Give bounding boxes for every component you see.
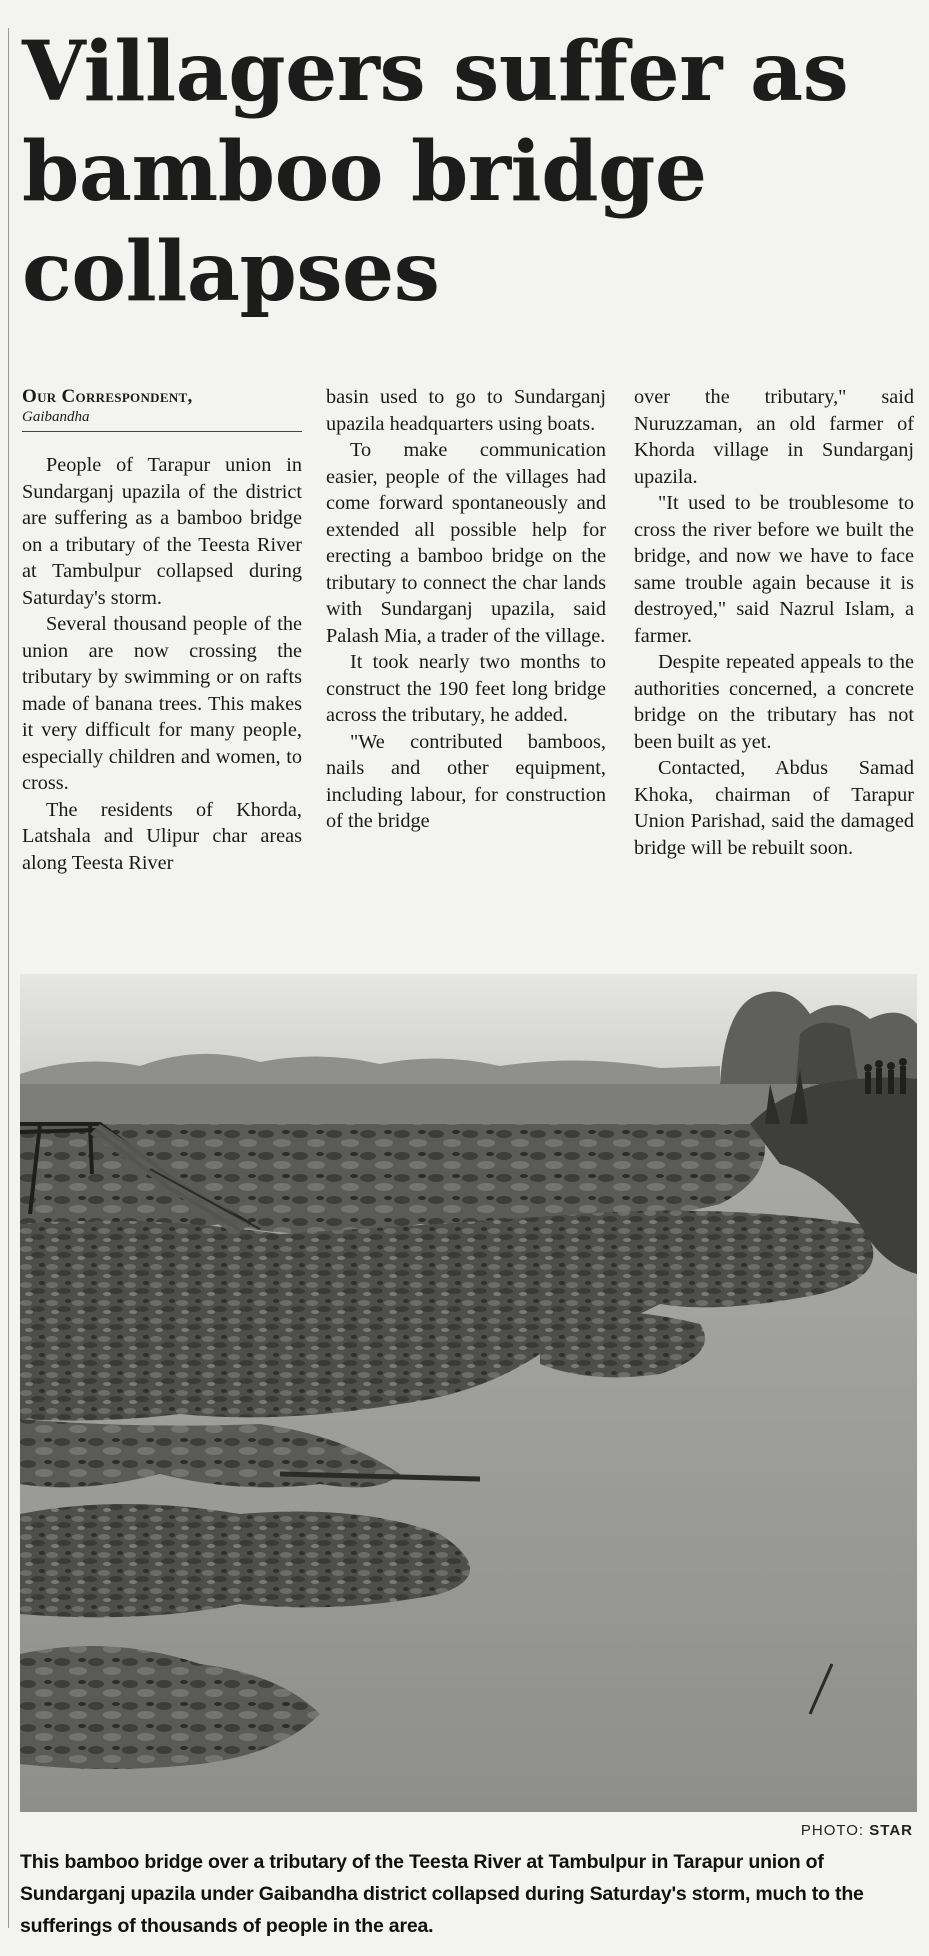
headline: Villagers suffer as bamboo bridge collapses [22, 24, 849, 320]
photo-caption: This bamboo bridge over a tributary of the Teesta River at Tambulpur in Tarapur union of Sundarganj upazila under Gaibandha district collapsed during Saturday's storm, much to the sufferings of thousands of people in the area. [20, 1851, 864, 1937]
article-paragraph: It took nearly two months to construct the 190 feet long bridge across the tributary, he added. [326, 651, 606, 726]
byline [22, 386, 302, 432]
photo-credit [801, 1822, 913, 1839]
article-column-3 [634, 384, 914, 861]
article-column-1 [22, 452, 302, 876]
news-photo [20, 974, 917, 1812]
article-paragraph: over the tributary," said Nuruzzaman, an old farmer of Khorda village in Sundarganj upazila. [634, 386, 914, 488]
article-paragraph: The residents of Khorda, Latshala and Ulipur char areas along Teesta River [22, 798, 302, 874]
byline-divider [22, 431, 302, 432]
article-paragraph: Despite repeated appeals to the authorities concerned, a concrete bridge on the tributary has not been built as yet. [634, 651, 914, 753]
river-photo-illustration [20, 974, 917, 1812]
column-rule [8, 28, 9, 1928]
article-paragraph: basin used to go to Sundarganj upazila headquarters using boats. [326, 386, 606, 435]
article-paragraph: Contacted, Abdus Samad Khoka, chairman of Tarapur Union Parishad, said the damaged bridge will be rebuilt soon. [634, 757, 914, 859]
article-paragraph: "It used to be troublesome to cross the river before we built the bridge, and now we have to face same trouble again because it is destroyed," said Nazrul Islam, a farmer. [634, 492, 914, 647]
article-paragraph: People of Tarapur union in Sundarganj upazila of the district are suffering as a bamboo bridge on a tributary of the Teesta River at Tambulpur collapsed during Saturday's storm. [22, 454, 302, 609]
article-paragraph: "We contributed bamboos, nails and other equipment, including labour, for construction of the bridge [326, 730, 606, 832]
photo-credit-label: PHOTO: [800, 1822, 865, 1839]
article-column-2 [326, 384, 606, 835]
dateline: Gaibandha [22, 409, 90, 425]
article-paragraph: Several thousand people of the union are now crossing the tributary by swimming or on rafts made of banana trees. This makes it very difficult for many people, especially children and women, to cross. [22, 613, 302, 794]
byline-author: Our Correspondent, [22, 386, 193, 407]
article-paragraph: To make communication easier, people of the villages had come forward spontaneously and extended all possible help for erecting a bamboo bridge on the tributary to connect the char lands with Sundarganj upazila, said Palash Mia, a trader of the village. [326, 439, 606, 647]
photo-credit-source: STAR [869, 1822, 913, 1839]
